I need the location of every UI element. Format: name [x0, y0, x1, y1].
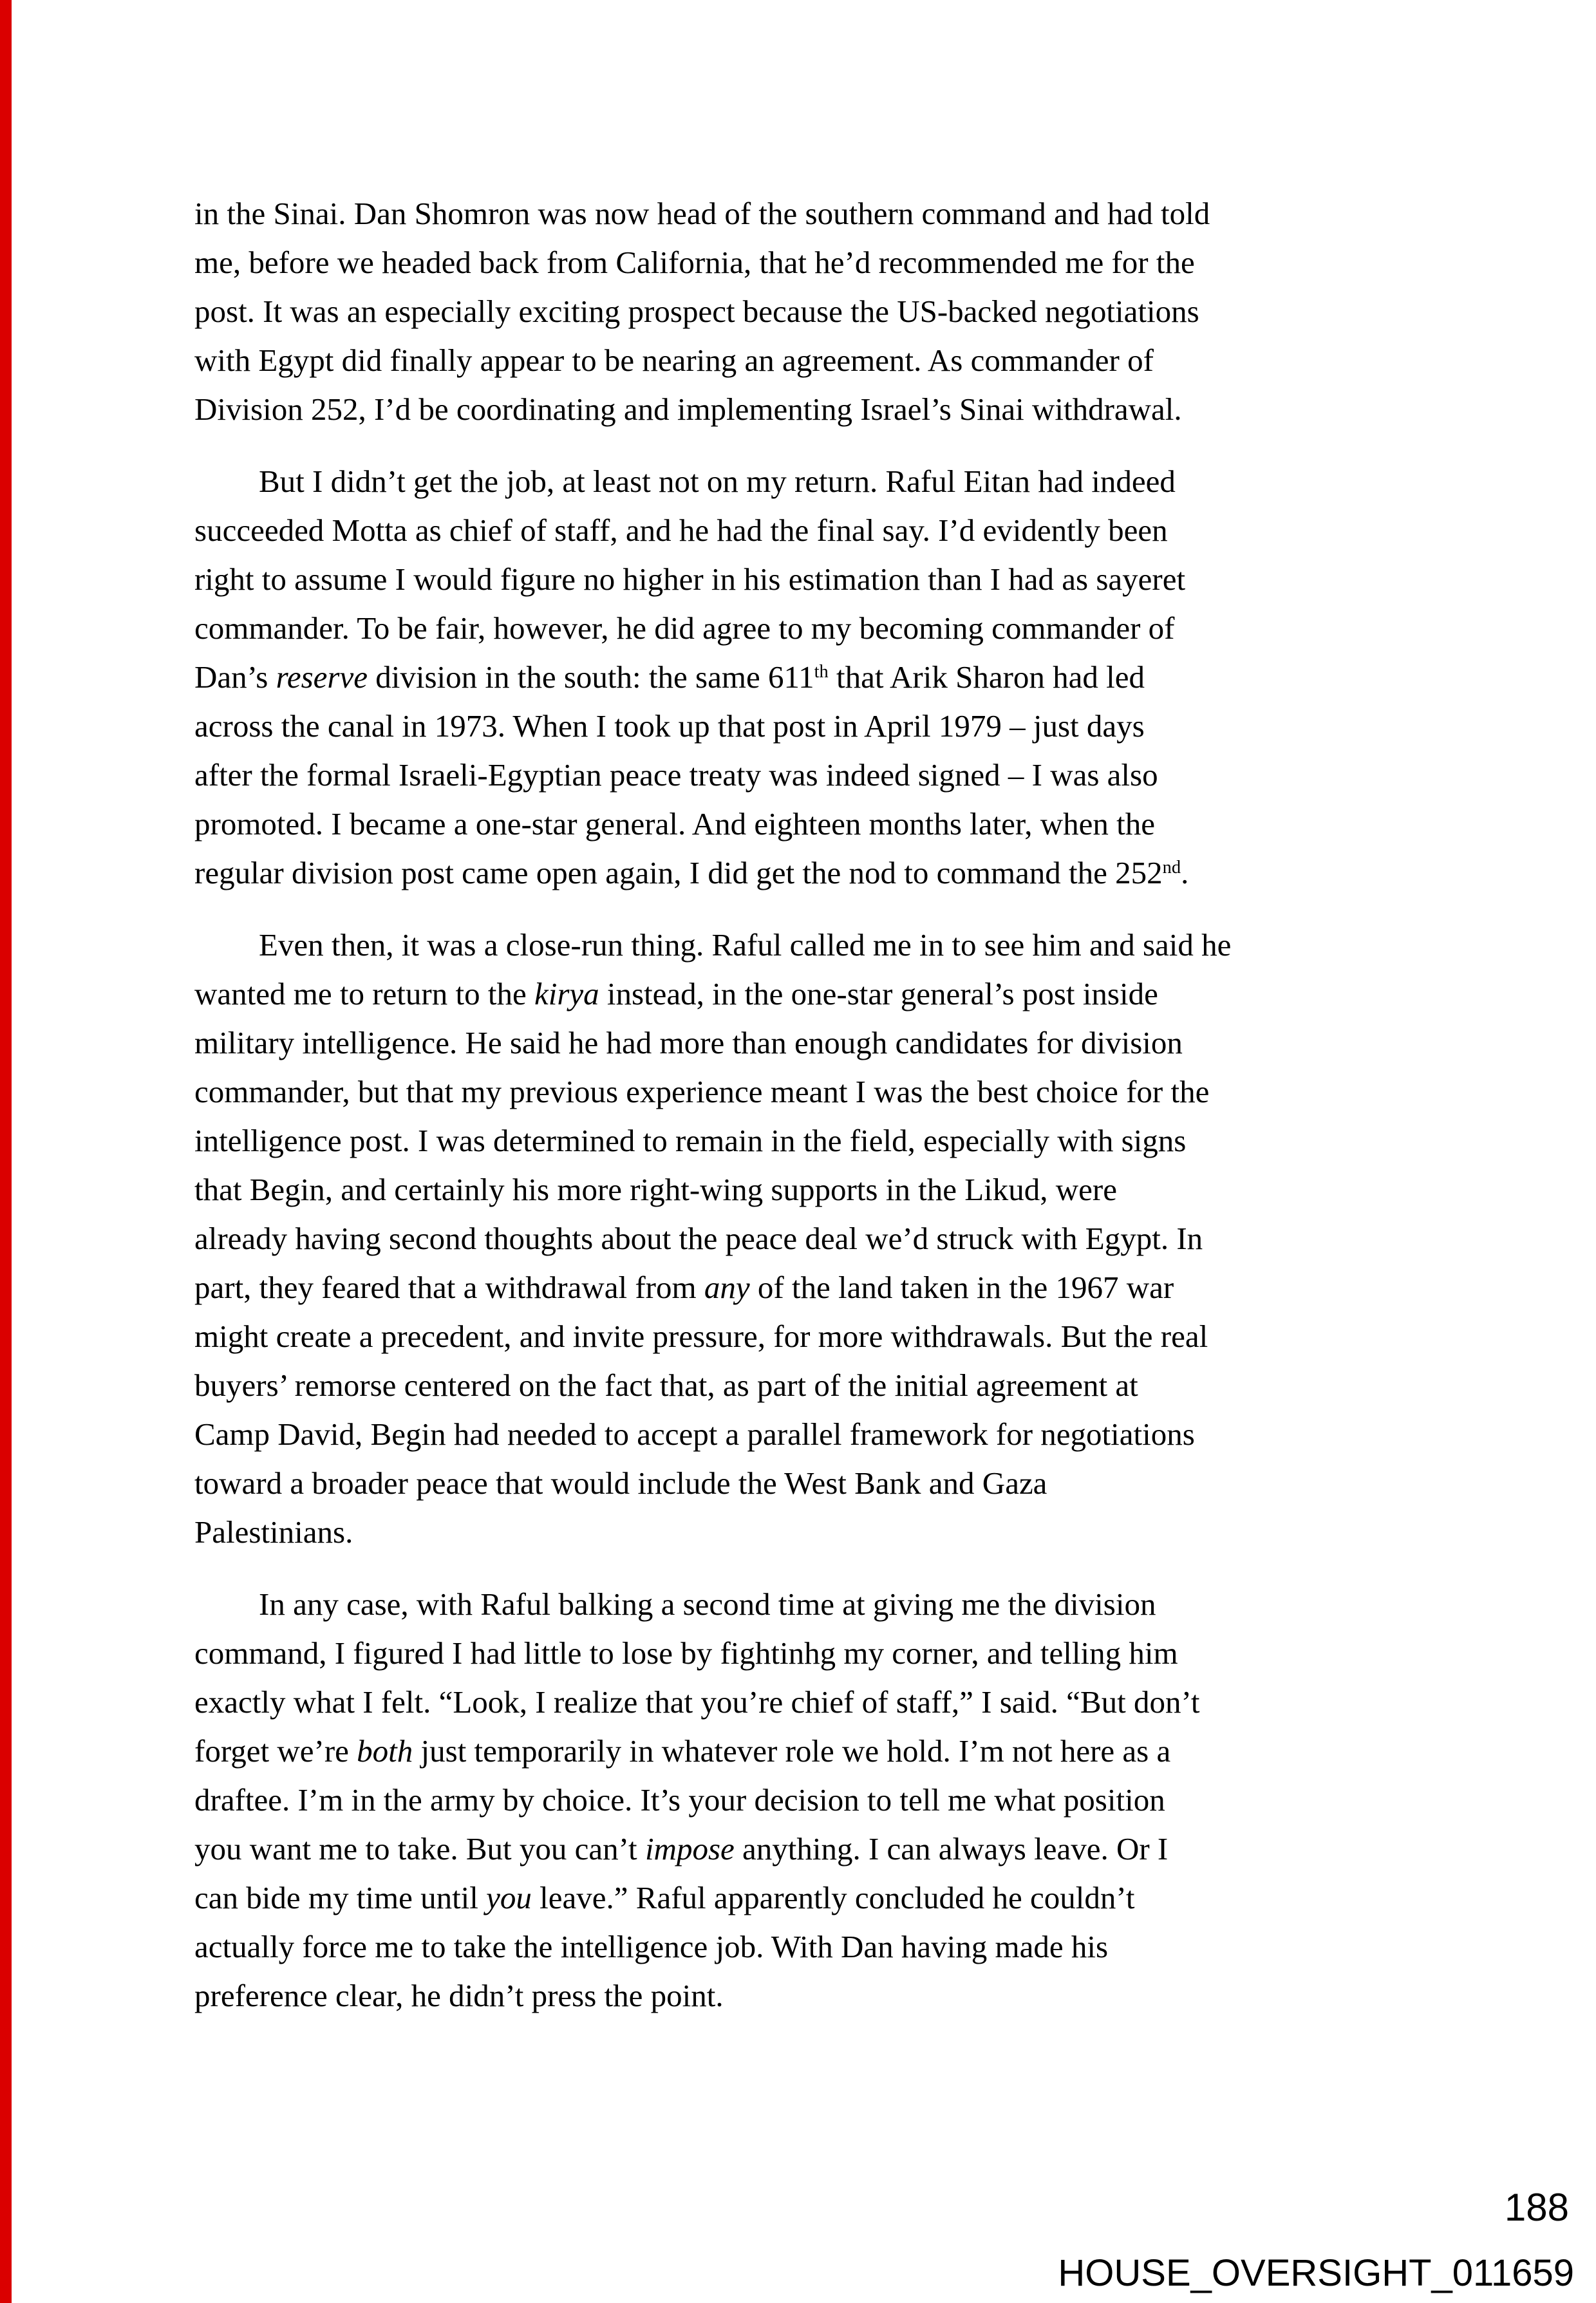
text-line: regular division post came open again, I did get the nod to command the 252nd.	[194, 855, 1189, 890]
page-number: 188	[1504, 2186, 1569, 2229]
text-line: that Begin, and certainly his more right-wing supports in the Likud, were	[194, 1172, 1117, 1207]
paragraph	[194, 1580, 1431, 2020]
text-line: with Egypt did finally appear to be nearing an agreement. As commander of	[194, 343, 1154, 378]
text-line: Dan’s reserve division in the south: the same 611th that Arik Sharon had led	[194, 659, 1145, 695]
page-text	[194, 189, 1431, 2020]
text-line: right to assume I would figure no higher in his estimation than I had as sayeret	[194, 561, 1186, 597]
book-edge-strip	[0, 0, 12, 2303]
text-line: buyers’ remorse centered on the fact that, as part of the initial agreement at	[194, 1368, 1138, 1403]
paragraph	[194, 189, 1431, 434]
text-line: wanted me to return to the kirya instead, in the one-star general’s post inside	[194, 976, 1158, 1011]
paragraph	[194, 921, 1431, 1557]
text-line: preference clear, he didn’t press the point.	[194, 1978, 724, 2013]
text-line: command, I figured I had little to lose by fightinhg my corner, and telling him	[194, 1635, 1178, 1671]
text-line: across the canal in 1973. When I took up that post in April 1979 – just days	[194, 708, 1145, 744]
text-line: commander, but that my previous experience meant I was the best choice for the	[194, 1074, 1210, 1109]
text-line: But I didn’t get the job, at least not on my return. Raful Eitan had indeed	[259, 464, 1176, 499]
text-line: forget we’re both just temporarily in whatever role we hold. I’m not here as a	[194, 1733, 1171, 1769]
text-line: military intelligence. He said he had more than enough candidates for division	[194, 1025, 1183, 1060]
paragraph	[194, 457, 1431, 898]
text-line: in the Sinai. Dan Shomron was now head of the southern command and had told	[194, 196, 1210, 231]
text-line: Palestinians.	[194, 1514, 353, 1550]
text-line: toward a broader peace that would include the West Bank and Gaza	[194, 1465, 1047, 1501]
text-line: intelligence post. I was determined to remain in the field, especially with signs	[194, 1123, 1187, 1158]
text-line: exactly what I felt. “Look, I realize that you’re chief of staff,” I said. “But don’t	[194, 1684, 1200, 1720]
text-line: draftee. I’m in the army by choice. It’s your decision to tell me what position	[194, 1782, 1165, 1818]
text-line: already having second thoughts about the peace deal we’d struck with Egypt. In	[194, 1221, 1203, 1256]
text-line: Division 252, I’d be coordinating and implementing Israel’s Sinai withdrawal.	[194, 391, 1182, 427]
text-line: you want me to take. But you can’t impose anything. I can always leave. Or I	[194, 1831, 1169, 1866]
text-line: In any case, with Raful balking a second time at giving me the division	[259, 1586, 1156, 1622]
text-line: actually force me to take the intelligence job. With Dan having made his	[194, 1929, 1109, 1964]
text-line: post. It was an especially exciting prospect because the US-backed negotiations	[194, 294, 1199, 329]
text-line: part, they feared that a withdrawal from any of the land taken in the 1967 war	[194, 1270, 1174, 1305]
text-line: Camp David, Begin had needed to accept a parallel framework for negotiations	[194, 1416, 1195, 1452]
text-line: succeeded Motta as chief of staff, and he had the final say. I’d evidently been	[194, 512, 1168, 548]
text-line: can bide my time until you leave.” Raful apparently concluded he couldn’t	[194, 1880, 1135, 1915]
text-line: commander. To be fair, however, he did agree to my becoming commander of	[194, 610, 1175, 646]
text-line: after the formal Israeli-Egyptian peace treaty was indeed signed – I was also	[194, 757, 1158, 793]
text-line: might create a precedent, and invite pressure, for more withdrawals. But the real	[194, 1319, 1208, 1354]
text-line: promoted. I became a one-star general. And eighteen months later, when the	[194, 806, 1155, 841]
text-line: Even then, it was a close-run thing. Raful called me in to see him and said he	[259, 927, 1232, 963]
text-line: me, before we headed back from California, that he’d recommended me for the	[194, 245, 1195, 280]
bates-stamp: HOUSE_OVERSIGHT_011659	[1058, 2252, 1574, 2294]
